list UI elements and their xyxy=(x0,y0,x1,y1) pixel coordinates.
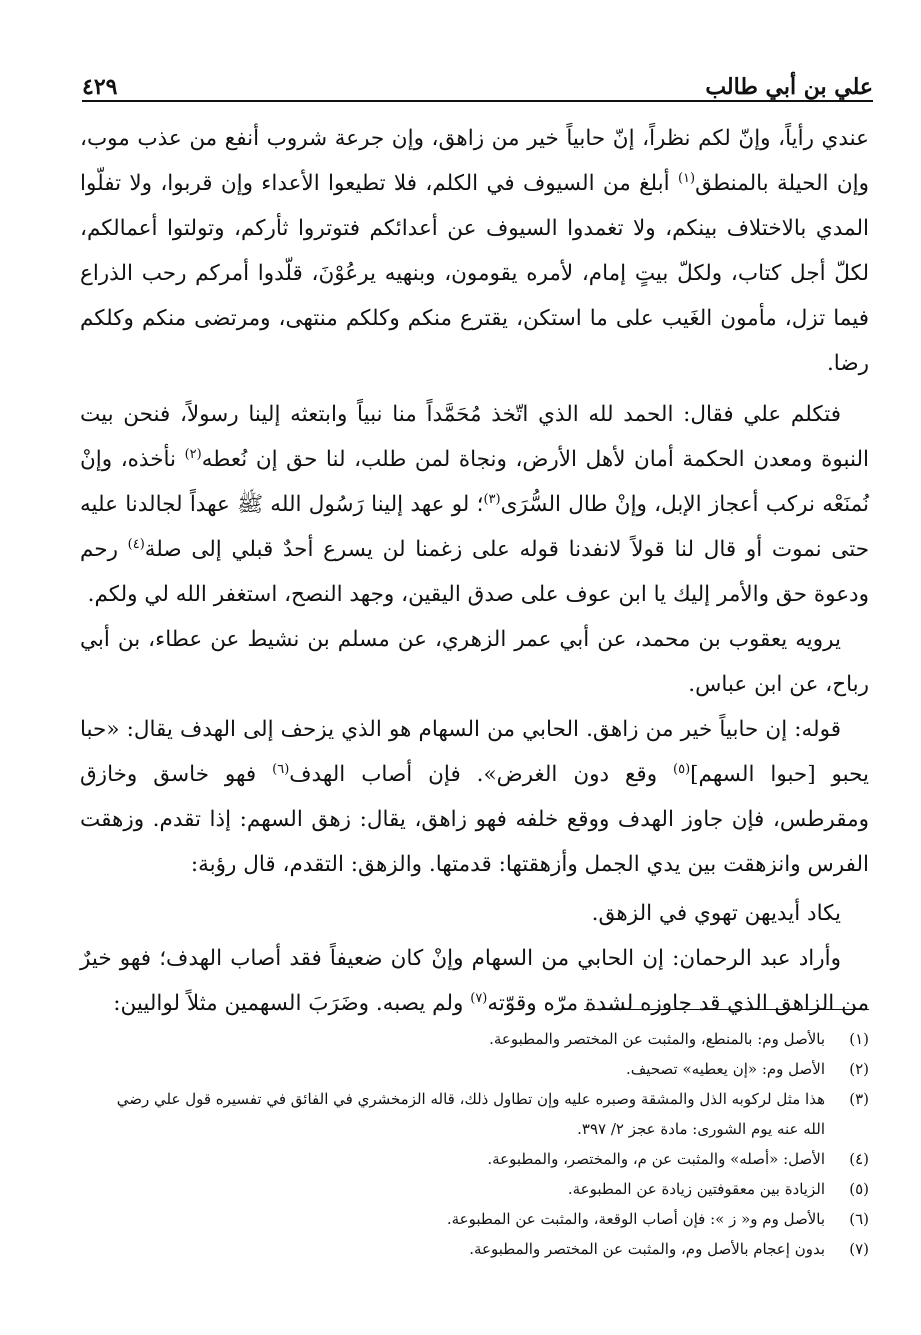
footnote-text: هذا مثل لركوبه الذل والمشقة وصبره عليه وإن تطاول ذلك، قاله الزمخشري في الفائق في تفسيره قول علي رضي xyxy=(116,1090,825,1108)
footnote-ref-1: (١) xyxy=(677,170,696,186)
footnote-number: (٧) xyxy=(849,1240,869,1258)
footnote-number: (١) xyxy=(849,1030,869,1048)
footnote-7 xyxy=(40,1234,869,1264)
footnote-2 xyxy=(40,1054,869,1084)
paragraph-2: فتكلم علي فقال: الحمد لله الذي اتّخذ مُحَمَّداً منا نبياً وابتعثه إلينا رسولاً، فنحن بيت النبوة ومعدن الحكمة أمان لأهل الأرض، ونجاة لمن طلب، لنا حق إن نُعطه$^{(٢)}$ نأخذه، وإنْ نُمنَعْه نركب أعجاز الإبل، وإنْ طال السُّرَى$^{(٣)}$؛ لو عهد إلينا رَسُول الله ﷺ عهداً لجالدنا عليه حتى نموت أو قال لنا قولاً لانفدنا قوله على زغمنا لن يسرع أحدٌ قبلي إلى صلة$^{(٤)}$ رحم ودعوة حق والأمر إليك يا ابن عوف على صدق اليقين، وجهد النصح، استغفر الله لي ولكم. xyxy=(80,402,869,607)
header-title: علي بن أبي طالب xyxy=(705,74,873,100)
footnote-6 xyxy=(40,1204,869,1234)
footnote-text: بدون إعجام بالأصل وم، والمثبت عن المختصر والمطبوعة. xyxy=(469,1240,825,1258)
footnote-text: الأصل وم: «إن يعطيه» تصحيف. xyxy=(626,1060,825,1078)
footnote-3-continuation: الله عنه يوم الشورى: مادة عجز ٢/ ٣٩٧. xyxy=(577,1120,825,1138)
paragraph-3: يرويه يعقوب بن محمد، عن أبي عمر الزهري، عن مسلم بن نشيط عن عطاء، بن أبي رباح، عن ابن عباس. xyxy=(80,627,869,697)
footnote-text: الزيادة بين معقوفتين زيادة عن المطبوعة. xyxy=(567,1180,825,1198)
footnote-ref-3: (٣) xyxy=(483,491,501,507)
footnote-ref-5: (٥) xyxy=(673,761,691,777)
footnote-5 xyxy=(40,1174,869,1204)
footnote-number: (٢) xyxy=(849,1060,869,1078)
footnote-number: (٣) xyxy=(849,1090,869,1108)
footnote-ref-7: (٧) xyxy=(470,990,488,1006)
footnote-ref-4: (٤) xyxy=(127,536,145,552)
footnotes xyxy=(40,1024,869,1264)
paragraph-4: قوله: إن حابياً خير من زاهق. الحابي من السهام هو الذي يزحف إلى الهدف يقال: «حبا يحبو [حبوا السهم]$^{(٥)}$ وقع دون الغرض». فإن أصاب الهدف$^{(٦)}$ فهو خاسق وخازق ومقرطس، فإن جاوز الهدف ووقع خلفه فهو زاهق، يقال: زهق السهم: إذا تقدم. وزهقت الفرس وانزهقت بين يدي الجمل وأزهقتها: قدمتها. والزهق: التقدم، قال رؤبة: xyxy=(80,717,869,877)
footnote-1 xyxy=(40,1024,869,1054)
verse-line: يكاد أيديهن تهوي في الزهق. xyxy=(591,901,841,926)
running-header xyxy=(82,66,873,100)
footnote-text: بالأصل وم: بالمنطع، والمثبت عن المختصر والمطبوعة. xyxy=(489,1030,825,1048)
paragraph-5: وأراد عبد الرحمان: إن الحابي من السهام وإنْ كان ضعيفاً فقد أصاب الهدف؛ فهو خيرٌ من الزاهق الذي قد جاوزه لشدة مرّه وقوّته$^{(٧)}$ ولم يصبه. وضَرَبَ السهمين مثلاً لواليين: xyxy=(80,946,869,1016)
footnote-4 xyxy=(40,1144,869,1174)
page-number: ٤٢٩ xyxy=(82,74,118,100)
main-text xyxy=(80,116,869,1026)
paragraph-1: عندي رأياً، وإنّ لكم نظراً، إنّ حابياً خير من زاهق، وإن جرعة شروب أنفع من عذب موب، وإن الحيلة بالمنطق$^{(١)}$ أبلغ من السيوف في الكلم، فلا تطيعوا الأعداء وإن قربوا، ولا تفلّوا المدي بالاختلاف بينكم، ولا تغمدوا السيوف عن أعدائكم فتوتروا ثأركم، وتولتوا أعمالكم، لكلّ أجل كتاب، ولكلّ بيتٍ إمام، لأمره يقومون، وبنهيه يرعُوْنَ، قلّدوا أمركم رحب الذراع فيما تزل، مأمون الغَيب على ما استكن، يقترع منكم وكلكم منتهى، ومرتضى منكم وكلكم رضا. xyxy=(80,126,869,376)
footnote-number: (٤) xyxy=(849,1150,869,1168)
footnote-3 xyxy=(40,1084,869,1114)
footnote-ref-2: (٢) xyxy=(184,446,202,462)
footnote-rule xyxy=(584,1009,869,1010)
footnote-number: (٥) xyxy=(849,1180,869,1198)
footnote-ref-6: (٦) xyxy=(272,761,290,777)
header-rule xyxy=(82,100,873,102)
footnote-number: (٦) xyxy=(849,1210,869,1228)
footnote-text: الأصل: «أصله» والمثبت عن م، والمختصر، والمطبوعة. xyxy=(487,1150,825,1168)
footnote-text: بالأصل وم و« ز »: فإن أصاب الوقعة، والمثبت عن المطبوعة. xyxy=(446,1210,825,1228)
